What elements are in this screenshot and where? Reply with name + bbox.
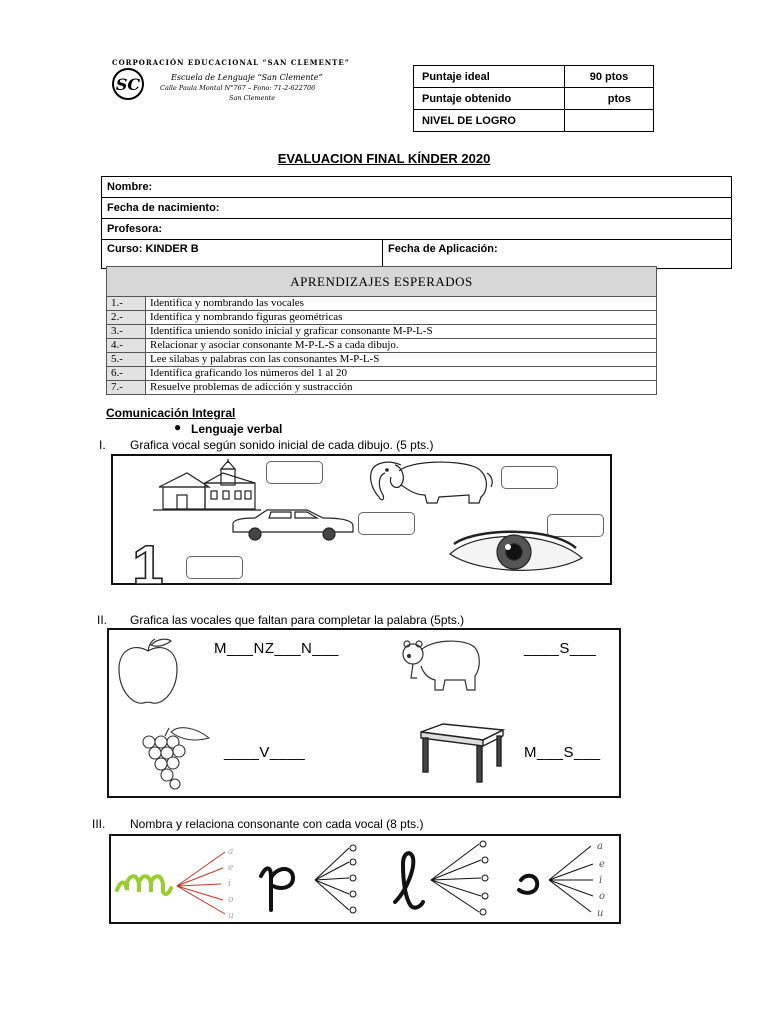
item-number: 7.- <box>107 381 146 395</box>
school-logo <box>112 68 144 100</box>
score-row <box>414 110 654 132</box>
vowel-label: e <box>228 863 234 873</box>
question-2-panel <box>107 628 621 798</box>
score-row <box>414 66 654 88</box>
table-row <box>107 325 657 339</box>
score-label: NIVEL DE LOGRO <box>414 110 565 132</box>
score-table <box>413 65 654 132</box>
item-number: 3.- <box>107 325 146 339</box>
vowel-label: i <box>599 875 603 886</box>
grapes-icon <box>135 724 215 790</box>
page-title: EVALUACION FINAL KÍNDER 2020 <box>277 151 491 166</box>
vowel-label: a <box>228 847 234 857</box>
vowel-label: u <box>597 908 604 919</box>
item-text: Relacionar y asociar consonante M-P-L-S a cada dibujo. <box>146 339 657 353</box>
question-text: Nombra y relaciona consonante con cada vocal (8 pts.) <box>130 817 424 831</box>
arrows-icon <box>549 846 593 912</box>
bullet-icon: ● <box>174 420 182 434</box>
school-name: Escuela de Lenguaje “San Clemente” <box>171 73 323 82</box>
cursive-l-icon <box>395 853 423 907</box>
score-value[interactable] <box>565 110 654 132</box>
item-text: Identifica y nombrando figuras geométricas <box>146 311 657 325</box>
vowel-label: u <box>228 911 234 921</box>
item-text: Identifica uniendo sonido inicial y graficar consonante M-P-L-S <box>146 325 657 339</box>
table-row <box>107 311 657 325</box>
question-1-panel <box>111 454 612 585</box>
table-icon <box>417 722 507 784</box>
question-number: III. <box>92 817 106 831</box>
question-number: I. <box>99 438 106 452</box>
vowel-label: a <box>597 841 603 852</box>
answer-box[interactable] <box>358 512 415 535</box>
number-one-icon <box>121 540 175 584</box>
answer-box[interactable] <box>266 461 323 484</box>
cursive-m-icon <box>117 876 171 894</box>
elephant-icon <box>365 457 495 505</box>
item-text: Resuelve problemas de adicción y sustracción <box>146 381 657 395</box>
aprendizajes-header: APRENDIZAJES ESPERADOS <box>107 267 657 297</box>
school-city: San Clemente <box>229 94 276 102</box>
table-row <box>107 297 657 311</box>
vowel-label: i <box>228 879 231 889</box>
fecha-nacimiento-field[interactable]: Fecha de nacimiento: <box>102 198 732 219</box>
question-text: Grafica vocal según sonido inicial de cada dibujo. (5 pts.) <box>130 438 434 452</box>
table-row <box>107 381 657 395</box>
vowel-label: o <box>599 891 606 902</box>
item-number: 2.- <box>107 311 146 325</box>
score-value[interactable]: ptos <box>565 88 654 110</box>
consonant-vowel-diagram <box>111 836 619 922</box>
item-text: Identifica graficando los números del 1 al 20 <box>146 367 657 381</box>
arrows-icon <box>315 845 356 913</box>
item-number: 5.- <box>107 353 146 367</box>
cursive-s-icon <box>519 876 537 893</box>
table-row <box>107 367 657 381</box>
vowel-label: e <box>599 859 605 870</box>
score-row <box>414 88 654 110</box>
corporation-name: CORPORACIÓN EDUCACIONAL “SAN CLEMENTE” <box>112 58 350 67</box>
word-blank: M___NZ___N___ <box>214 640 339 657</box>
fecha-aplicacion-field[interactable]: Fecha de Aplicación: <box>383 240 732 269</box>
eye-icon <box>446 530 586 578</box>
vowel-label: o <box>228 895 234 905</box>
curso-field[interactable]: Curso: KINDER B <box>102 240 383 269</box>
profesora-field[interactable]: Profesora: <box>102 219 732 240</box>
score-value[interactable]: 90 ptos <box>565 66 654 88</box>
word-blank: ____S___ <box>524 640 597 657</box>
table-row <box>107 353 657 367</box>
arrows-icon <box>431 841 488 915</box>
logo-letters: SC <box>115 75 141 94</box>
answer-box[interactable] <box>501 466 558 489</box>
school-address: Calle Paula Montal N°767 – Fono: 71-2-622706 <box>160 84 316 92</box>
nombre-field[interactable]: Nombre: <box>102 177 732 198</box>
item-number: 6.- <box>107 367 146 381</box>
answer-box[interactable] <box>186 556 243 579</box>
cursive-p-icon <box>261 868 293 910</box>
item-text: Identifica y nombrando las vocales <box>146 297 657 311</box>
table-row <box>107 339 657 353</box>
item-number: 4.- <box>107 339 146 353</box>
question-text: Grafica las vocales que faltan para completar la palabra (5pts.) <box>130 613 465 627</box>
word-blank: M___S___ <box>524 744 601 761</box>
church-icon <box>151 459 263 513</box>
car-icon <box>229 506 357 542</box>
subsection-title: Lenguaje verbal <box>191 422 283 436</box>
section-title: Comunicación Integral <box>106 406 236 420</box>
word-blank: ____V____ <box>224 744 306 761</box>
bear-icon <box>399 632 483 694</box>
aprendizajes-table <box>106 266 657 395</box>
question-number: II. <box>97 613 108 627</box>
score-label: Puntaje obtenido <box>414 88 565 110</box>
arrows-icon <box>177 852 225 914</box>
student-info-table <box>101 176 732 269</box>
item-number: 1.- <box>107 297 146 311</box>
score-label: Puntaje ideal <box>414 66 565 88</box>
apple-icon <box>115 635 181 707</box>
question-3-panel <box>109 834 621 924</box>
number-one-text: 1 <box>132 540 164 584</box>
item-text: Lee silabas y palabras con las consonantes M-P-L-S <box>146 353 657 367</box>
